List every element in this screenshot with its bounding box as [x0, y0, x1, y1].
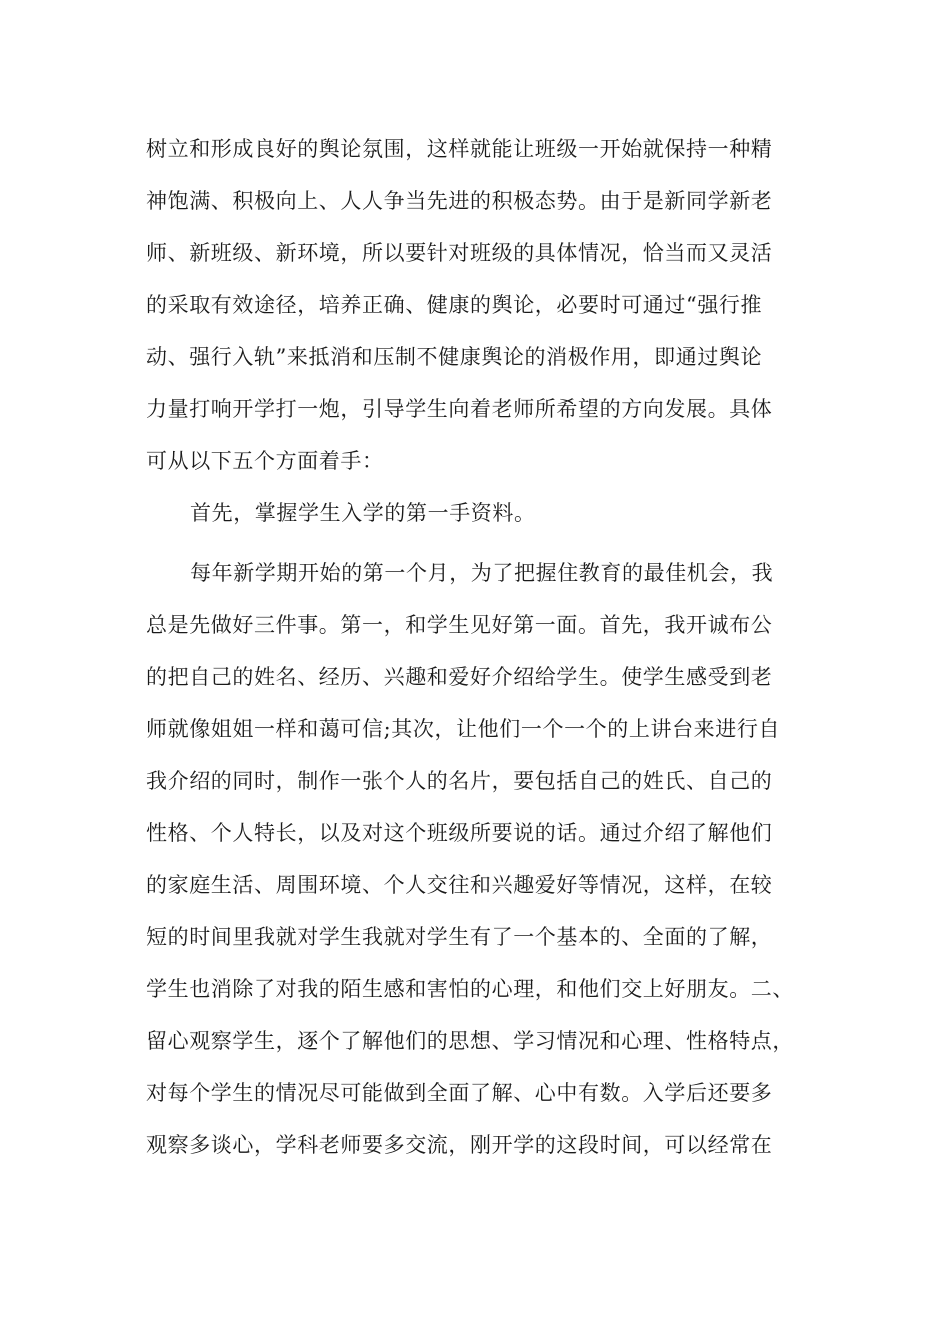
body-line: 性格、个人特长，以及对这个班级所要说的话。通过介绍了解他们	[146, 821, 773, 845]
body-line: 总是先做好三件事。第一，和学生见好第一面。首先，我开诚布公	[146, 613, 773, 637]
body-line: 的采取有效途径，培养正确、健康的舆论，必要时可通过“强行推	[146, 293, 763, 317]
body-line: 对每个学生的情况尽可能做到全面了解、心中有数。入学后还要多	[146, 1081, 773, 1105]
body-line: 神饱满、积极向上、人人争当先进的积极态势。由于是新同学新老	[146, 189, 773, 213]
body-line: 力量打响开学打一炮，引导学生向着老师所希望的方向发展。具体	[146, 397, 773, 421]
body-line: 短的时间里我就对学生我就对学生有了一个基本的、全面的了解，	[146, 925, 773, 949]
body-line: 树立和形成良好的舆论氛围，这样就能让班级一开始就保持一种精	[146, 137, 773, 161]
body-line: 可从以下五个方面着手：	[146, 449, 384, 473]
body-line: 的家庭生活、周围环境、个人交往和兴趣爱好等情况，这样，在较	[146, 873, 773, 897]
paragraph-first-line: 每年新学期开始的第一个月，为了把握住教育的最佳机会，我	[190, 561, 774, 585]
body-line: 学生也消除了对我的陌生感和害怕的心理，和他们交上好朋友。二、	[146, 977, 794, 1001]
body-line: 的把自己的姓名、经历、兴趣和爱好介绍给学生。使学生感受到老	[146, 665, 773, 689]
body-line: 师就像姐姐一样和蔼可信;其次，让他们一个一个的上讲台来进行自	[146, 717, 781, 741]
body-line: 留心观察学生，逐个了解他们的思想、学习情况和心理、性格特点，	[146, 1029, 794, 1053]
section-heading: 首先，掌握学生入学的第一手资料。	[190, 501, 536, 525]
body-line: 师、新班级、新环境，所以要针对班级的具体情况，恰当而又灵活	[146, 241, 773, 265]
body-line: 动、强行入轨”来抵消和压制不健康舆论的消极作用，即通过舆论	[146, 345, 763, 369]
body-line: 我介绍的同时，制作一张个人的名片，要包括自己的姓氏、自己的	[146, 769, 773, 793]
body-line: 观察多谈心，学科老师要多交流，刚开学的这段时间，可以经常在	[146, 1133, 773, 1157]
